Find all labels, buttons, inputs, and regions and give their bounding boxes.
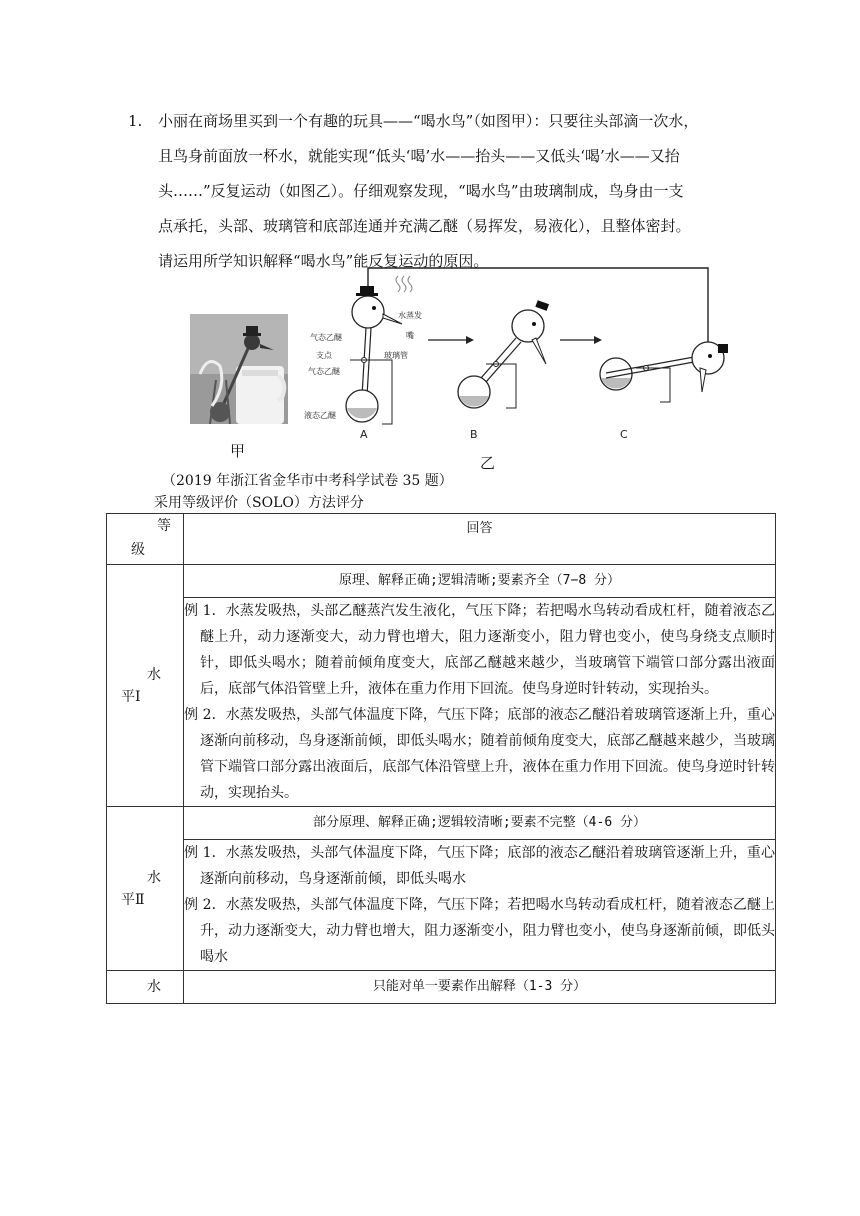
- drinking-bird-photo: [190, 314, 288, 424]
- table-row: [107, 598, 776, 807]
- question-line: 小丽在商场里买到一个有趣的玩具——“喝水鸟”（如图甲）：只要往头部滴一次水，: [158, 112, 699, 130]
- table-row: [107, 840, 776, 971]
- table-row: [107, 807, 776, 840]
- stage-a-drawing: [346, 276, 412, 424]
- stage-b-drawing: [458, 300, 549, 408]
- level-1-criteria: 原理、解释正确;逻辑清晰;要素齐全（7−8 分）: [184, 565, 776, 598]
- level-1-label-cell: [107, 565, 184, 807]
- stage-label-c: C: [620, 428, 628, 441]
- question-text: [158, 104, 738, 279]
- level-1-label-1: 水: [147, 666, 161, 683]
- drinking-bird-diagram: [290, 262, 730, 442]
- stage-c-drawing: [600, 342, 728, 402]
- header-level-1: 等: [157, 518, 171, 534]
- level-1-label-2: 平Ⅰ: [121, 688, 141, 705]
- level-2-example-1: 例 1．水蒸发吸热，头部气体温度下降，气压下降；底部的液态乙醚沿着玻璃管逐渐上升，重心逐渐向前移动，鸟身逐渐前倾，即低头喝水: [184, 845, 775, 887]
- figure-area: [180, 262, 740, 482]
- level-1-example-1: 例 1．水蒸发吸热，头部乙醚蒸汽发生液化，气压下降；若把喝水鸟转动看成杠杆，随着液态乙醚上升，动力逐渐变大，动力臂也增大，阻力逐渐变小，阻力臂也变小，使鸟身绕支点顺时针，即低头喝水；随着前倾角度变大，底部乙醚越来越少，当玻璃管下端管口部分露出液面后，底部气体沿管壁上升，液体在重力作用下回流。使鸟身逆时针转动，实现抬头。: [184, 603, 775, 697]
- level-2-label-1: 水: [147, 869, 161, 886]
- level-2-examples: [184, 840, 776, 971]
- table-header-row: [107, 514, 776, 565]
- level-1-examples: [184, 598, 776, 807]
- question-line: 且鸟身前面放一杯水，就能实现“低头‘喝’水——抬头——又低头‘喝’水——又抬: [158, 147, 680, 165]
- label-beak: 嘴: [406, 331, 414, 340]
- question-line: 请运用所学知识解释“喝水鸟”能反复运动的原因。: [158, 252, 489, 270]
- header-level-2: 级: [131, 542, 145, 558]
- level-3-criteria: 只能对单一要素作出解释（1-3 分）: [184, 971, 776, 1004]
- header-answer: 回答: [184, 514, 776, 565]
- level-2-label-2: 平Ⅱ: [121, 891, 145, 908]
- source-citation: （2019 年浙江省金华市中考科学试卷 35 题）: [162, 473, 453, 489]
- question-line: 头……”反复运动（如图乙）。仔细观察发现，“喝水鸟”由玻璃制成，鸟身由一支: [158, 182, 684, 200]
- label-tube: 玻璃管: [384, 351, 408, 360]
- level-3-label-1: 水: [147, 979, 161, 995]
- grading-table: [106, 513, 776, 1004]
- question-line: 点承托，头部、玻璃管和底部连通并充满乙醚（易挥发，易液化），且整体密封。: [158, 217, 691, 235]
- level-3-label-cell: [107, 971, 184, 1004]
- label-gas-ether-mid: 气态乙醚: [308, 367, 340, 376]
- table-row: [107, 565, 776, 598]
- level-2-criteria: 部分原理、解释正确;逻辑较清晰;要素不完整（4-6 分）: [184, 807, 776, 840]
- figure-label-yi: 乙: [480, 454, 496, 472]
- stage-label-b: B: [470, 428, 478, 441]
- label-vapor: 水蒸发: [398, 311, 422, 320]
- header-level-cell: [107, 514, 184, 565]
- question-number: 1.: [128, 112, 143, 130]
- label-liquid-ether: 液态乙醚: [304, 411, 336, 420]
- table-row: [107, 971, 776, 1004]
- level-1-example-2: 例 2．水蒸发吸热，头部气体温度下降，气压下降；底部的液态乙醚沿着玻璃管逐渐上升，重心逐渐向前移动，鸟身逐渐前倾，即低头喝水；随着前倾角度变大，底部乙醚越来越少，当玻璃管下端管口部分露出液面后，底部气体沿管壁上升，液体在重力作用下回流。使鸟身逆时针转动，实现抬头。: [184, 707, 775, 801]
- label-pivot: 支点: [316, 351, 332, 360]
- label-gas-ether-top: 气态乙醚: [310, 333, 342, 342]
- level-2-label-cell: [107, 807, 184, 971]
- stage-label-a: A: [360, 428, 368, 441]
- figure-label-jia: 甲: [230, 442, 246, 460]
- level-2-example-2: 例 2．水蒸发吸热，头部气体温度下降，气压下降；若把喝水鸟转动看成杠杆，随着液态乙醚上升，动力逐渐变大，动力臂也增大，阻力逐渐变小，阻力臂也变小，使鸟身逐渐前倾，即低头喝水: [184, 897, 775, 965]
- scoring-method: 采用等级评价（SOLO）方法评分: [154, 495, 364, 511]
